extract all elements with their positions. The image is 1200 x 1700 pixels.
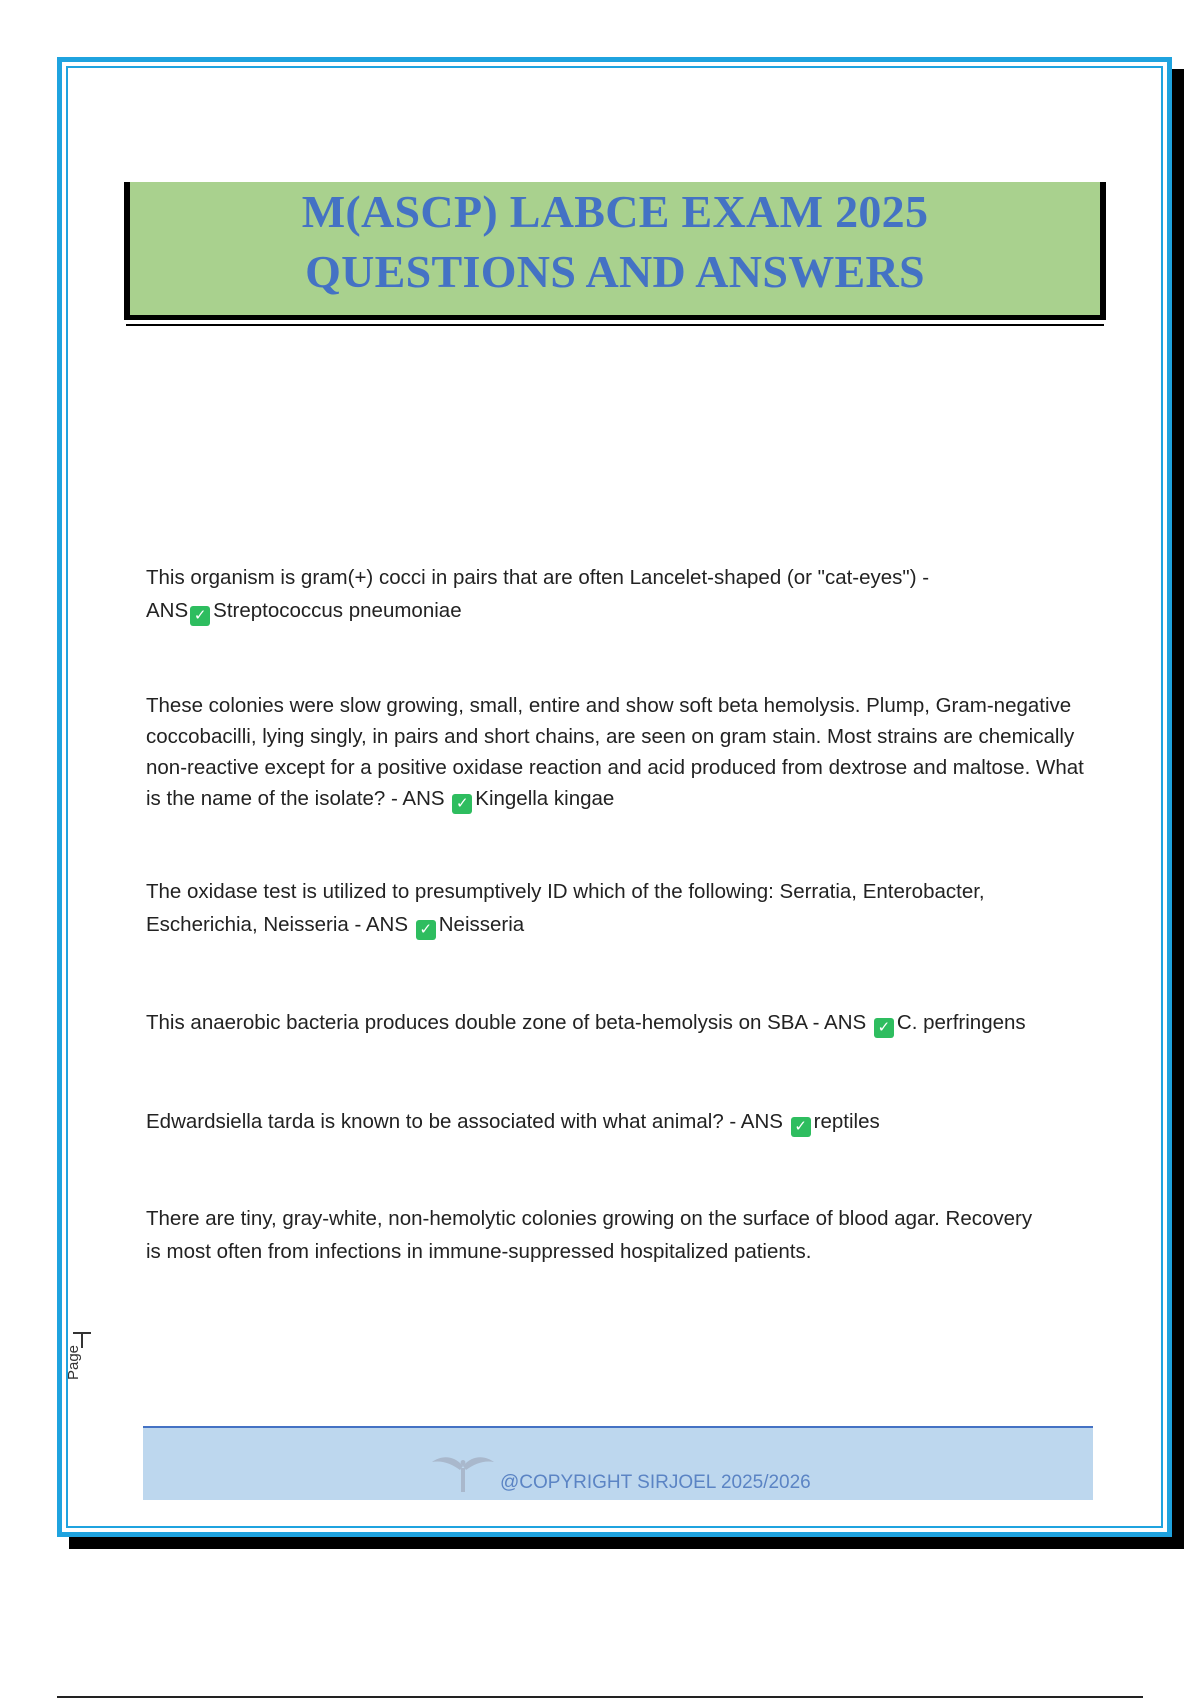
footer-copyright: @COPYRIGHT SIRJOEL 2025/2026 — [500, 1472, 811, 1493]
qa-item-4 — [146, 1006, 1096, 1039]
qa-item-6 — [146, 1202, 1046, 1268]
question-text: This anaerobic bacteria produces double zone of beta-hemolysis on SBA - ANS — [146, 1011, 867, 1034]
footer-band — [143, 1426, 1093, 1500]
question-text: The oxidase test is utilized to presumptively ID which of the following: Serratia, Enterobacter, Escherichia, Neisseria - ANS — [146, 880, 985, 936]
bottom-rule — [57, 1696, 1143, 1698]
question-text: Edwardsiella tarda is known to be associated with what animal? - ANS — [146, 1110, 783, 1133]
side-page-label — [65, 1332, 98, 1392]
question-text: There are tiny, gray-white, non-hemolytic colonies growing on the surface of blood agar. Recovery is most often from infections in immune-suppressed hospitalized patients. — [146, 1207, 1033, 1263]
title-line-2: QUESTIONS AND ANSWERS — [305, 246, 925, 297]
title-banner — [124, 182, 1106, 320]
check-mark-icon: ✓ — [190, 606, 210, 626]
answer-text: Kingella kingae — [475, 787, 615, 810]
check-mark-icon: ✓ — [874, 1018, 894, 1038]
qa-item-2 — [146, 690, 1091, 814]
qa-item-5 — [146, 1105, 1096, 1138]
answer-text: C. perfringens — [896, 1011, 1026, 1034]
page-label-text: Page — [65, 1344, 83, 1381]
qa-item-3 — [146, 875, 1091, 941]
answer-text: Streptococcus pneumoniae — [213, 599, 462, 622]
qa-item-1 — [146, 561, 1086, 627]
answer-text: reptiles — [813, 1110, 880, 1133]
question-text: These colonies were slow growing, small, entire and show soft beta hemolysis. Plump, Gram-negative coccobacilli, lying singly, in pairs and short chains, are seen on gram stain. Most strains are chemically non-reactive except for a positive oxidase reaction and acid produced from dextrose and maltose. What is the name of the isolate? - ANS — [146, 694, 1084, 810]
ans-label: ANS — [146, 599, 189, 622]
answer-text: Neisseria — [438, 913, 525, 936]
check-mark-icon: ✓ — [416, 920, 436, 940]
check-mark-icon: ✓ — [791, 1117, 811, 1137]
check-mark-icon: ✓ — [452, 794, 472, 814]
question-text: This organism is gram(+) cocci in pairs that are often Lancelet-shaped (or "cat-eyes") - — [146, 566, 930, 589]
qa-list — [146, 561, 1096, 1268]
title-line-1: M(ASCP) LABCE EXAM 2025 — [301, 186, 929, 237]
winged-logo-icon — [428, 1446, 498, 1496]
